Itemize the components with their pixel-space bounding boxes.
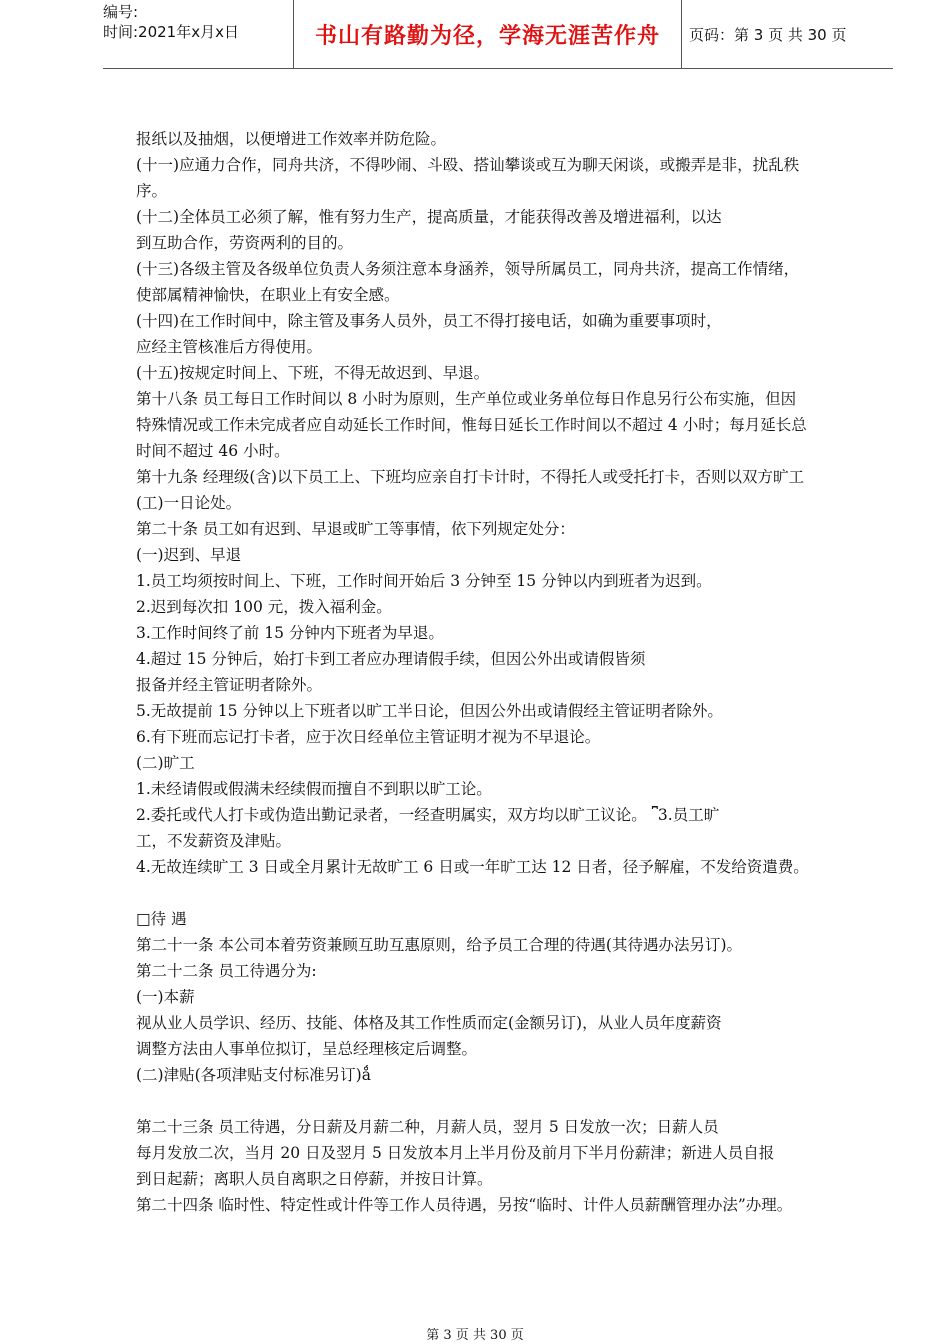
text-line: 每月发放二次，当月 20 日及翌月 5 日发放本月上半月份及前月下半月份薪津；新进人员自报	[136, 1144, 775, 1162]
text-line: 到日起薪；离职人员自离职之日停薪，并按日计算。	[136, 1170, 493, 1188]
header-meta	[103, 0, 293, 70]
header-page-count: 页码：第 3 页 共 30 页	[689, 25, 847, 44]
text-line: 第二十四条 临时性、特定性或计件等工作人员待遇，另按“临时、计件人员薪酬管理办法”办理。	[136, 1196, 793, 1214]
text-line: 1.员工均须按时间上、下班，工作时间开始后 3 分钟至 15 分钟以内到班者为迟到。	[136, 572, 712, 590]
document-number-label: 编号:	[103, 3, 139, 21]
text-line: (二)津贴(各项津贴支付标准另订)ǻ	[136, 1066, 371, 1084]
text-line: 时间不超过 46 小时。	[136, 442, 290, 460]
text-line: 第二十条 员工如有迟到、早退或旷工等事情，依下列规定处分：	[136, 520, 575, 538]
text-line: (十二)全体员工必须了解，惟有努力生产，提高质量，才能获得改善及增进福利，以达	[136, 208, 722, 226]
text-line: 6.有下班而忘记打卡者，应于次日经单位主管证明才视为不早退论。	[136, 728, 601, 746]
text-line: 视从业人员学识、经历、技能、体格及其工作性质而定(金额另订)，从业人员年度薪资	[136, 1014, 722, 1032]
text-line: (十一)应通力合作，同舟共济，不得吵闹、斗殴、搭讪攀谈或互为聊天闲谈，或搬弄是非，扰乱秩	[136, 156, 800, 174]
text-line: (工)一日论处。	[136, 494, 242, 512]
text-line: 4.超过 15 分钟后，始打卡到工者应办理请假手续，但因公外出或请假皆须	[136, 650, 646, 668]
text-line: 应经主管核准后方得使用。	[136, 338, 323, 356]
blank-line	[136, 1088, 866, 1114]
text-line: □待 遇	[136, 910, 187, 928]
text-line: 到互助合作，劳资两利的目的。	[136, 234, 354, 252]
text-line: 第二十一条 本公司本着劳资兼顾互助互惠原则，给予员工合理的待遇(其待遇办法另订)。	[136, 936, 743, 954]
text-line: 1.未经请假或假满未经续假而擅自不到职以旷工论。	[136, 780, 492, 798]
text-line: (十三)各级主管及各级单位负责人务须注意本身涵养，领导所属员工，同舟共济，提高工作情绪，	[136, 260, 800, 278]
text-line: (一)本薪	[136, 988, 195, 1006]
text-line: 第二十二条 员工待遇分为:	[136, 962, 317, 980]
document-body	[136, 126, 866, 1218]
text-line: 序。	[136, 182, 168, 200]
text-line: 调整方法由人事单位拟订，呈总经理核定后调整。	[136, 1040, 478, 1058]
text-line: (十四)在工作时间中，除主管及事务人员外，员工不得打接电话，如确为重要事项时，	[136, 312, 722, 330]
text-line: (十五)按规定时间上、下班，不得无故迟到、早退。	[136, 364, 490, 382]
text-line: 5.无故提前 15 分钟以上下班者以旷工半日论，但因公外出或请假经主管证明者除外。	[136, 702, 723, 720]
text-line: (一)迟到、早退	[136, 546, 242, 564]
text-line: 使部属精神愉快，在职业上有安全感。	[136, 286, 400, 304]
text-line: 特殊情况或工作未完成者应自动延长工作时间，惟每日延长工作时间以不超过 4 小时；每月延长总	[136, 416, 807, 434]
text-line: 工，不发薪资及津贴。	[136, 832, 292, 850]
text-line: 第二十三条 员工待遇，分日薪及月薪二种，月薪人员，翌月 5 日发放一次；日薪人员	[136, 1118, 719, 1136]
page-footer: 第 3 页 共 30 页	[426, 1328, 524, 1343]
text-line: (二)旷工	[136, 754, 195, 772]
text-line: 报备并经主管证明者除外。	[136, 676, 323, 694]
text-line: 2.委托或代人打卡或伪造出勤记录者，一经查明属实，双方均以旷工议论。 ⎴3.员工旷	[136, 806, 720, 824]
blank-line	[136, 880, 866, 906]
text-line: 3.工作时间终了前 15 分钟内下班者为早退。	[136, 624, 444, 642]
text-line: 4.无故连续旷工 3 日或全月累计无故旷工 6 日或一年旷工达 12 日者，径予解雇，不发给资遣费。	[136, 858, 809, 876]
text-line: 报纸以及抽烟，以便增进工作效率并防危险。	[136, 130, 447, 148]
text-line: 2.迟到每次扣 100 元，拨入福利金。	[136, 598, 392, 616]
document-date-label: 时间:2021年x月x日	[103, 23, 239, 41]
header-slogan: 书山有路勤为径，学海无涯苦作舟	[293, 0, 682, 68]
text-line: 第十九条 经理级(含)以下员工上、下班均应亲自打卡计时，不得托人或受托打卡，否则以双方旷工	[136, 468, 805, 486]
page-header	[103, 0, 893, 69]
text-line: 第十八条 员工每日工作时间以 8 小时为原则，生产单位或业务单位每日作息另行公布实施，但因	[136, 390, 797, 408]
